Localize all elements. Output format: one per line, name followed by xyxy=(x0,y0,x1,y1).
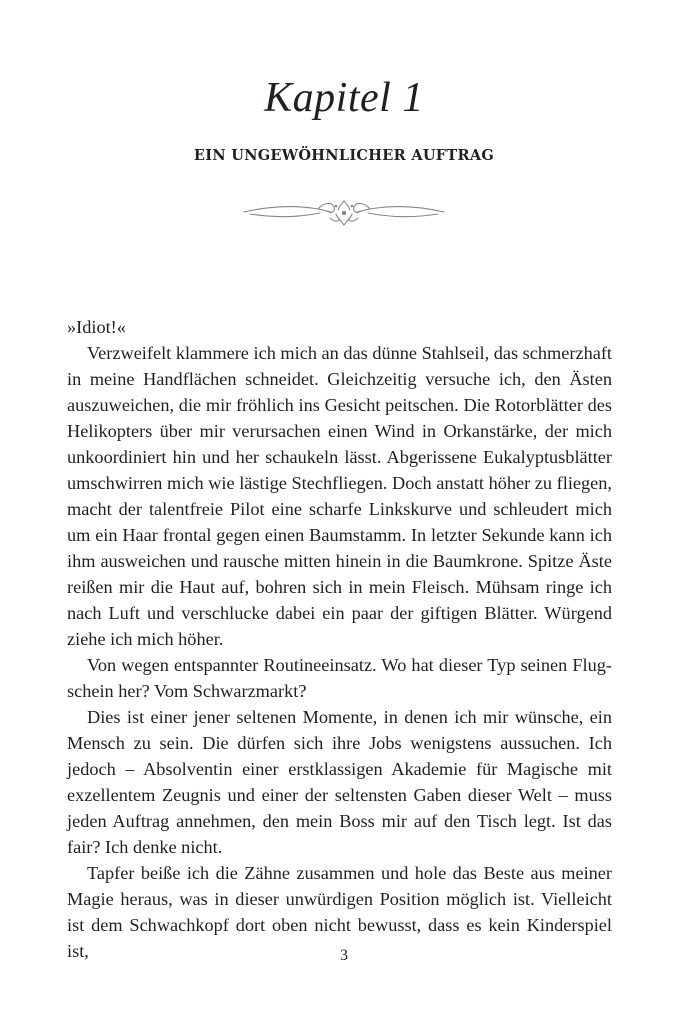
page-number: 3 xyxy=(340,947,348,964)
paragraph-5: Tapfer beiße ich die Zähne zusammen und hole das Beste aus meiner Magie heraus, was in dieser unwürdigen Position möglich ist. Vielleicht ist dem Schwachkopf dort oben nicht bewusst, dass es kein Kinderspiel ist, xyxy=(67,863,612,961)
paragraph-3: Von wegen entspannter Routineeinsatz. Wo hat dieser Typ seinen Flugschein her? Vom Schwarzmarkt? xyxy=(67,655,612,701)
paragraph-2: Verzweifelt klammere ich mich an das dünne Stahlseil, das schmerzhaft in meine Handflächen schneidet. Gleichzeitig versuche ich, den Ästen auszuweichen, die mir fröhlich ins Gesicht peitschen. Die Rotorblätter des Helikopters über mir verursachen einen Wind in Orkanstärke, der mich unkoordiniert hin und her schaukeln lässt. Abgerissene Eukalyptusblätter umschwirren mich wie lästige Stechfliegen. Doch anstatt höher zu fliegen, macht der talentfreie Pilot eine scharfe Linkskurve und schleudert mich um ein Haar frontal gegen einen Baumstamm. In letzter Sekunde kann ich ihm ausweichen und rausche mitten hinein in die Baumkrone. Spitze Äste reißen mir die Haut auf, bohren sich in mein Fleisch. Mühsam ringe ich nach Luft und verschlucke dabei ein paar der giftigen Blätter. Würgend ziehe ich mich höher. xyxy=(67,343,612,649)
chapter-subtitle: EIN UNGEWÖHNLICHER AUFTRAG xyxy=(193,147,495,164)
chapter-title: Kapitel 1 xyxy=(264,75,424,121)
paragraph-4: Dies ist einer jener seltenen Momente, in denen ich mir wünsche, ein Mensch zu sein. Die dürfen sich ihre Jobs wenigstens aussuchen. Ich jedoch – Absolventin einer erstklassigen Akademie für Magische mit exzellentem Zeugnis und einer der seltensten Gaben dieser Welt – muss jeden Auftrag annehmen, den mein Boss mir auf den Tisch legt. Ist das fair? Ich denke nicht. xyxy=(67,707,612,857)
flourish-divider-icon xyxy=(240,192,448,232)
paragraph-1: »Idiot!« xyxy=(67,317,126,337)
body-text xyxy=(67,314,612,964)
